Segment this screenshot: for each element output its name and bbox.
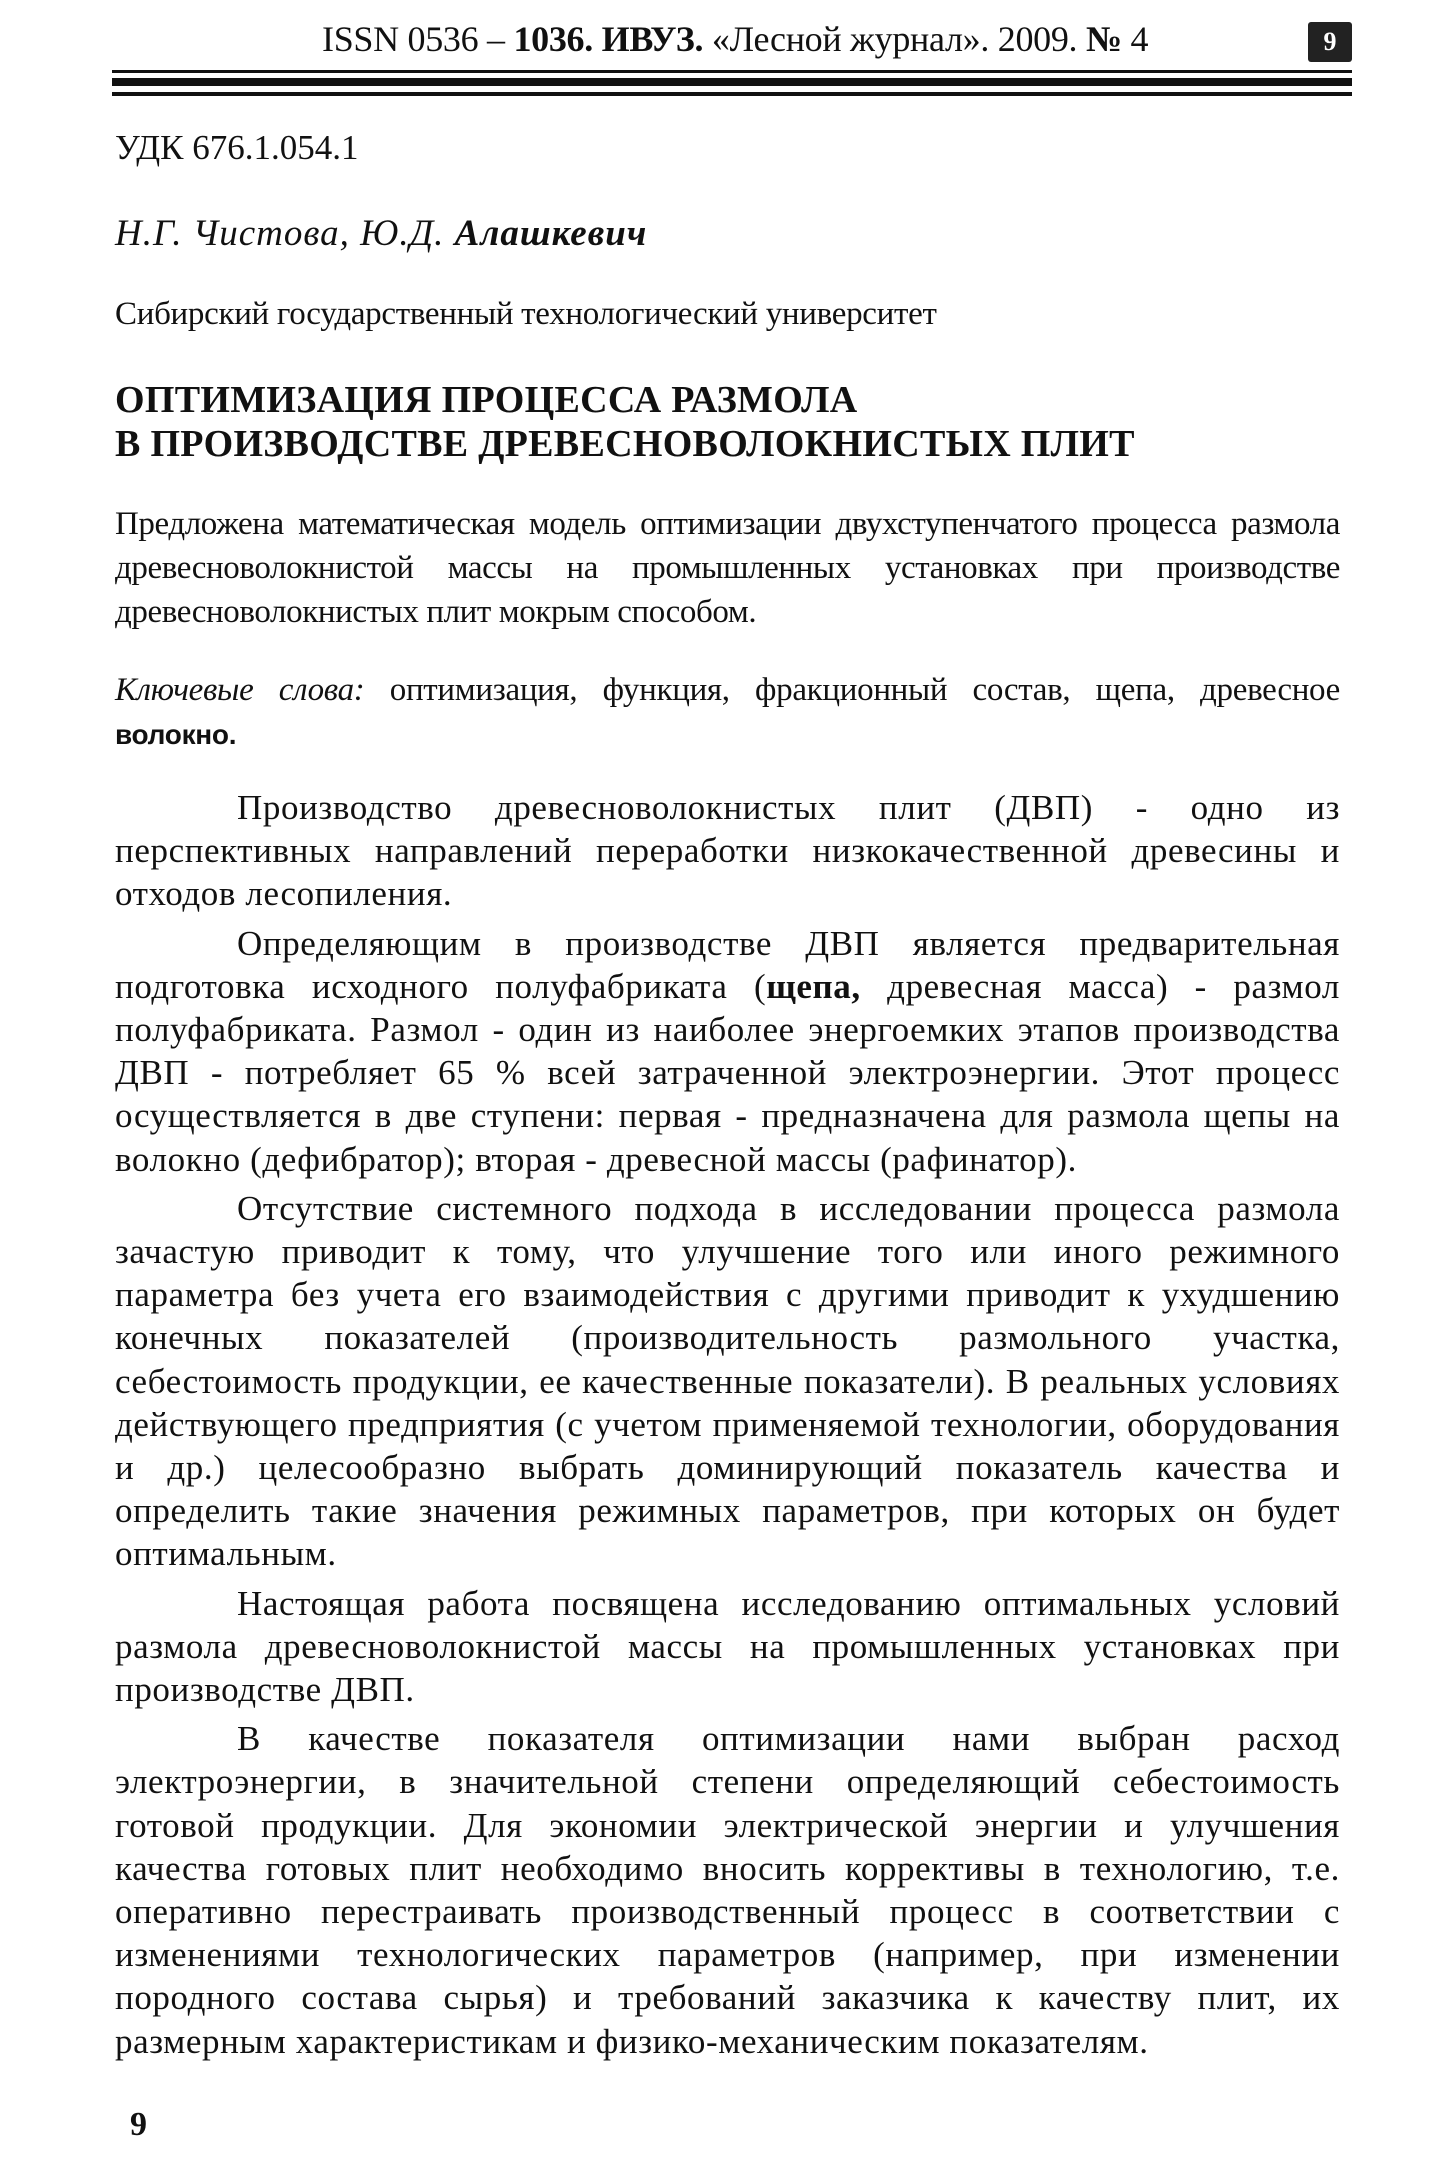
body-paragraph-1: Производство древесноволокнистых плит (ДВП) - одно из перспективных направлений переработки низкокачественной древесины и отходов лесопиления. bbox=[115, 788, 1340, 914]
body-paragraph-4: Настоящая работа посвящена исследованию оптимальных условий размола древесноволокнистой массы на промышленных установках при производстве ДВП. bbox=[115, 1583, 1340, 1710]
page-folio: 9 bbox=[130, 2106, 147, 2143]
body-paragraph-5: В качестве показателя оптимизации нами выбран расход электроэнергии, в значительной степени определяющий себестоимость готовой продукции. Для экономии электрической энергии и улучшения качества готовых плит необходимо вносить коррективы в технологию, т.е. оперативно перестраивать производственный процесс в соответствии с изменениями технологических параметров (например, при изменении породного состава сырья) и требований заказчика к качеству плит, их размерным характеристикам и физико-механическим показателям. bbox=[115, 1719, 1340, 2061]
header-issn: ISSN 0536 – bbox=[322, 19, 505, 59]
header-number: 4 bbox=[1130, 19, 1149, 59]
page-number-badge: 9 bbox=[1308, 22, 1352, 62]
title-line-1: ОПТИМИЗАЦИЯ ПРОЦЕССА РАЗМОЛА bbox=[115, 379, 858, 421]
article-body bbox=[115, 786, 1340, 2069]
article-title bbox=[115, 378, 1135, 466]
p2-part-c: древесная масса) - размол полуфабриката. Размол - один из наиболее энергоемких этапов производства ДВП - потребляет 65 % всей затраченной электроэнергии. Этот процесс осуществляется в две ступени: первая - предназначена для размола щепы на волокно (дефибратор); вторая - древесной массы (рафинатор). bbox=[115, 966, 1340, 1179]
header-rule-thin bbox=[112, 70, 1352, 73]
body-paragraph-2 bbox=[115, 922, 1340, 1181]
authors-bold-name: Алашкевич bbox=[454, 213, 648, 254]
abstract: Предложена математическая модель оптимизации двухступенчатого процесса размола древесноволокнистой массы на промышленных установках при производстве древесноволокнистых плит мокрым способом. bbox=[115, 506, 1340, 630]
running-header bbox=[112, 16, 1352, 96]
p2-part-b: щепа, bbox=[766, 966, 861, 1006]
header-citation bbox=[322, 18, 1148, 60]
keywords-text: оптимизация, функция, фракционный состав, щепа, древесное bbox=[364, 672, 1341, 708]
body-paragraph-3: Отсутствие системного подхода в исследовании процесса размола зачастую приводит к тому, что улучшение того или иного режимного параметра без учета его взаимодействия с другими приводит к ухудшению конечных показателей (производительность размольного участка, себестоимость продукции, ее качественные показатели). В реальных условиях действующего предприятия (с учетом применяемой технологии, оборудования и др.) целесообразно выбрать доминирующий показатель качества и определить такие значения режимных параметров, при которых он будет оптимальным. bbox=[115, 1188, 1340, 1574]
authors-line bbox=[115, 212, 647, 255]
keywords-label: Ключевые слова: bbox=[115, 672, 365, 708]
affiliation: Сибирский государственный технологический университет bbox=[115, 296, 937, 332]
udk-code: УДК 676.1.054.1 bbox=[115, 128, 359, 167]
keywords-end: волокно. bbox=[115, 719, 237, 750]
authors-first: Н.Г. Чистова, Ю.Д. bbox=[115, 213, 455, 254]
header-issue-code: 1036. ИВУЗ. bbox=[513, 19, 704, 59]
header-number-sign: № bbox=[1085, 19, 1122, 59]
header-rule-thick bbox=[112, 78, 1352, 86]
p2-part-a: Определяющим в производстве ДВП является предварительная подготовка исходного полуфабриката ( bbox=[115, 923, 1340, 1006]
header-rule-bottom bbox=[112, 92, 1352, 96]
keywords bbox=[115, 668, 1340, 757]
header-journal: «Лесной журнал». 2009. bbox=[711, 19, 1078, 59]
title-line-2: В ПРОИЗВОДСТВЕ ДРЕВЕСНОВОЛОКНИСТЫХ ПЛИТ bbox=[115, 423, 1135, 465]
